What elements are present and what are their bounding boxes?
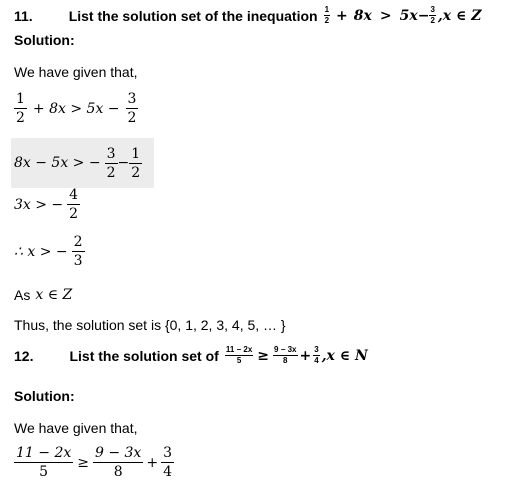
step-1: $\frac{1}{2}$ + 8x > 5x − $\frac{3}{2}$: [16, 91, 137, 126]
fraction: $\frac{1}{2}$: [131, 145, 141, 181]
fraction: $\frac{11 - 2x}{5}$: [16, 445, 72, 480]
fraction: $\frac{1}{2}$: [16, 91, 25, 126]
step-4: ∴ x > − $\frac{2}{3}$: [14, 234, 83, 269]
fraction: $\frac{3}{2}$: [106, 145, 116, 181]
fraction: $\frac{3}{2}$: [430, 5, 435, 25]
question-12-header: 12. List the solution set of $\frac{11 - 2x}{5}$ ≥ $\frac{9 - 3x}{8}$ + $\frac{3}{4}$ ,x ∈ N: [14, 345, 368, 365]
question-number: 12.: [14, 347, 34, 364]
question-prompt: List the solution set of the inequation: [68, 7, 318, 24]
fraction: $\frac{4}{2}$: [69, 187, 79, 222]
fraction: $\frac{9 - 3x}{8}$: [94, 445, 142, 480]
solution-set-text: Thus, the solution set is {0, 1, 2, 3, 4, 5, … }: [14, 317, 286, 333]
solution-label: Solution:: [14, 388, 75, 404]
fraction: $\frac{3}{2}$: [127, 91, 137, 126]
fraction: $\frac{3}{4}$: [163, 445, 172, 480]
question-11-header: 11. List the solution set of the inequation 1 2 + 8x > 5x − $\frac{3}{2}$ ,x ∈ Z: [14, 5, 482, 25]
as-line: As x ∈ Z: [14, 287, 73, 303]
q12-step-1: $\frac{11 - 2x}{5}$ ≥ $\frac{9 - 3x}{8}$ + $\frac{3}{4}$: [16, 445, 172, 480]
fraction: $\frac{3}{4}$: [314, 345, 319, 365]
fraction: $\frac{9 - 3x}{8}$: [274, 345, 297, 365]
fraction: $\frac{11 - 2x}{5}$: [225, 345, 253, 365]
fraction: $\frac{2}{3}$: [73, 234, 83, 269]
question-prompt: List the solution set of: [69, 347, 219, 364]
given-text: We have given that,: [14, 420, 138, 436]
step-2-highlighted: 8x − 5x > − $\frac{3}{2}$ − $\frac{1}{2}$: [11, 138, 154, 188]
given-text: We have given that,: [14, 64, 138, 80]
fraction: 1 2: [324, 5, 330, 25]
step-3: 3x > − $\frac{4}{2}$: [14, 187, 79, 222]
solution-label: Solution:: [14, 32, 75, 48]
question-number: 11.: [14, 7, 33, 24]
